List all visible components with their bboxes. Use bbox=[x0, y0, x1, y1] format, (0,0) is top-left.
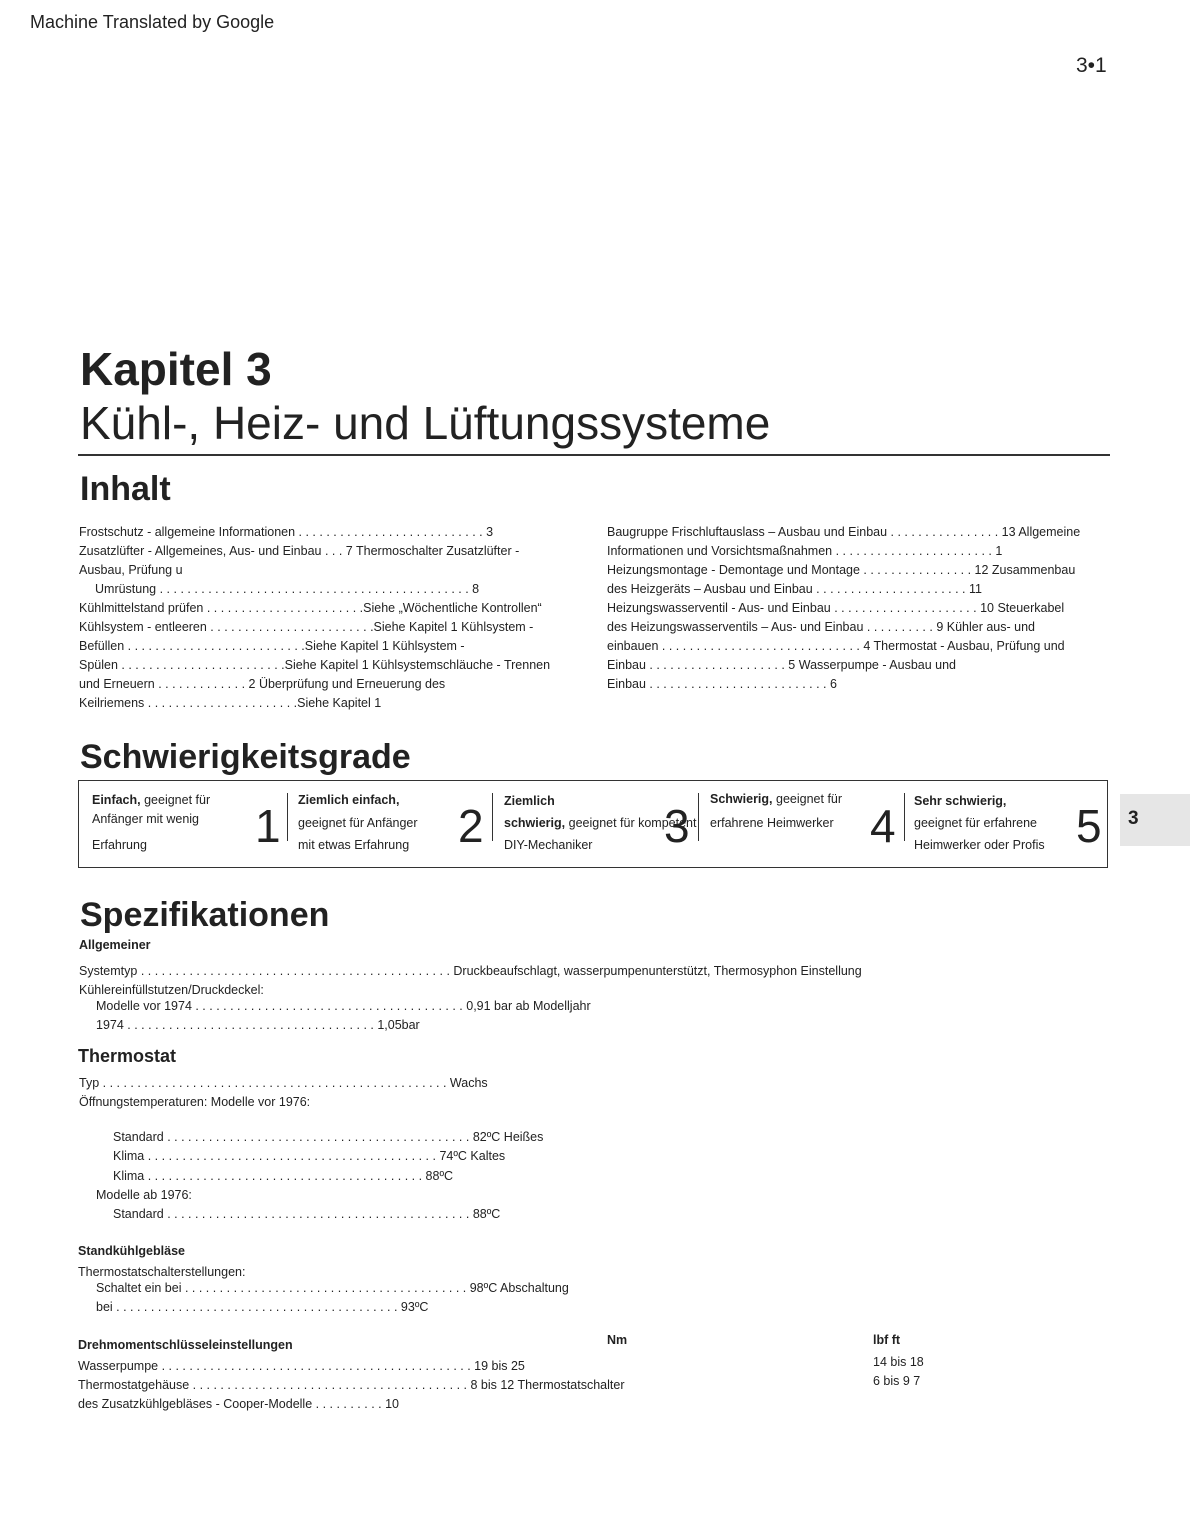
machine-translation-banner: Machine Translated by Google bbox=[30, 12, 275, 32]
toc-line: Spülen . . . . . . . . . . . . . . . . . . . . . . . .Siehe Kapitel 1 Kühlsystemschläuche - Trennen bbox=[79, 658, 551, 672]
toc-line: und Erneuern . . . . . . . . . . . . . 2 Überprüfung und Erneuerung des bbox=[79, 677, 446, 691]
grade-separator bbox=[698, 793, 699, 841]
spec-line: Systemtyp . . . . . . . . . . . . . . . . . . . . . . . . . . . . . . . . . . . . . . . . . . . . . Druckbeaufschlagt, wasserpumpenunterstützt, Thermosyphon Einstellung bbox=[79, 964, 862, 978]
chapter-tab-label: 3 bbox=[1128, 808, 1139, 829]
spec-line: Wasserpumpe . . . . . . . . . . . . . . . . . . . . . . . . . . . . . . . . . . . . . . . . . . . . . 19 bis 25 bbox=[78, 1359, 525, 1373]
grade-3-line-3: DIY-Mechaniker bbox=[504, 838, 593, 852]
grade-2-line-2: geeignet für Anfänger bbox=[298, 816, 418, 830]
toc-line: Frostschutz - allgemeine Informationen . . . . . . . . . . . . . . . . . . . . . . . . . . . 3 bbox=[79, 525, 494, 539]
contents-right-column bbox=[607, 523, 1080, 694]
toc-line: Keilriemens . . . . . . . . . . . . . . . . . . . . . .Siehe Kapitel 1 bbox=[79, 696, 382, 710]
toc-line: Baugruppe Frischluftauslass – Ausbau und Einbau . . . . . . . . . . . . . . . . 13 Allgemeine bbox=[607, 525, 1081, 539]
grade-3-line-1: Ziemlich bbox=[504, 794, 555, 808]
fan-heading: Standkühlgebläse bbox=[78, 1244, 185, 1258]
spec-line: Typ . . . . . . . . . . . . . . . . . . . . . . . . . . . . . . . . . . . . . . . . . . . . . . . . . . Wachs bbox=[79, 1076, 488, 1090]
grade-2-number: 2 bbox=[458, 800, 484, 852]
thermostat-heading: Thermostat bbox=[78, 1046, 177, 1066]
grade-1-line-1: Einfach, geeignet für bbox=[92, 793, 211, 807]
spec-line: bei . . . . . . . . . . . . . . . . . . . . . . . . . . . . . . . . . . . . . . . . . 93ºC bbox=[96, 1300, 429, 1314]
grade-separator bbox=[492, 793, 493, 841]
difficulty-grades-box bbox=[78, 780, 1108, 868]
grade-5-line-3: Heimwerker oder Profis bbox=[914, 838, 1045, 852]
spec-line: Kühlereinfüllstutzen/Druckdeckel: bbox=[79, 983, 264, 997]
grade-4-line-2: erfahrene Heimwerker bbox=[710, 816, 834, 830]
grade-3-line-2: schwierig, geeignet für kompetent bbox=[504, 816, 697, 830]
grade-5-line-1: Sehr schwierig, bbox=[914, 794, 1007, 808]
chapter-title: Kapitel 3 bbox=[80, 343, 272, 395]
spec-line: Klima . . . . . . . . . . . . . . . . . . . . . . . . . . . . . . . . . . . . . . . . 88ºC bbox=[113, 1169, 454, 1183]
toc-line: Zusatzlüfter - Allgemeines, Aus- und Einbau . . . 7 Thermoschalter Zusatzlüfter - bbox=[79, 544, 520, 558]
grade-1-line-3: Erfahrung bbox=[92, 838, 147, 852]
spec-line: Schaltet ein bei . . . . . . . . . . . . . . . . . . . . . . . . . . . . . . . . . . . . . . . . . 98ºC Abschaltung bbox=[96, 1281, 569, 1295]
spec-line: Öffnungstemperaturen: Modelle vor 1976: bbox=[79, 1095, 311, 1109]
grade-5-number: 5 bbox=[1076, 800, 1102, 852]
grade-4-number: 4 bbox=[870, 800, 896, 852]
toc-line: des Heizungswasserventils – Aus- und Einbau . . . . . . . . . . 9 Kühler aus- und bbox=[607, 620, 1036, 634]
toc-line: Umrüstung . . . . . . . . . . . . . . . . . . . . . . . . . . . . . . . . . . . . . . . . . . . . . 8 bbox=[95, 582, 480, 596]
toc-line: einbauen . . . . . . . . . . . . . . . . . . . . . . . . . . . . . 4 Thermostat - Ausbau, Prüfung und bbox=[607, 639, 1065, 653]
spec-line: Standard . . . . . . . . . . . . . . . . . . . . . . . . . . . . . . . . . . . . . . . . . . . . 88ºC bbox=[113, 1207, 501, 1221]
spec-line: 1974 . . . . . . . . . . . . . . . . . . . . . . . . . . . . . . . . . . . . 1,05bar bbox=[96, 1018, 420, 1032]
spec-line: Standard . . . . . . . . . . . . . . . . . . . . . . . . . . . . . . . . . . . . . . . . . . . . 82ºC Heißes bbox=[113, 1130, 544, 1144]
grade-3-number: 3 bbox=[664, 800, 690, 852]
chapter-tab bbox=[1120, 794, 1190, 846]
page-number: 3•1 bbox=[1076, 54, 1107, 77]
grade-separator bbox=[287, 793, 288, 841]
specifications-heading: Spezifikationen bbox=[80, 896, 330, 934]
spec-line: Thermostatschalterstellungen: bbox=[78, 1265, 246, 1279]
grade-1-line-2: Anfänger mit wenig bbox=[92, 812, 200, 826]
toc-line: Informationen und Vorsichtsmaßnahmen . . . . . . . . . . . . . . . . . . . . . . . 1 bbox=[607, 544, 1003, 558]
spec-line: Modelle vor 1974 . . . . . . . . . . . . . . . . . . . . . . . . . . . . . . . . . . . . . . . 0,91 bar ab Modelljahr bbox=[96, 999, 591, 1013]
grade-2-line-3: mit etwas Erfahrung bbox=[298, 838, 410, 852]
general-heading: Allgemeiner bbox=[79, 938, 151, 952]
chapter-subtitle: Kühl-, Heiz- und Lüftungssysteme bbox=[80, 397, 771, 449]
spec-line: Modelle ab 1976: bbox=[96, 1188, 192, 1202]
toc-line: Heizungswasserventil - Aus- und Einbau . . . . . . . . . . . . . . . . . . . . . 10 Steuerkabel bbox=[607, 601, 1065, 615]
difficulty-heading: Schwierigkeitsgrade bbox=[80, 738, 411, 776]
spec-line: Klima . . . . . . . . . . . . . . . . . . . . . . . . . . . . . . . . . . . . . . . . . . 74ºC Kaltes bbox=[113, 1149, 506, 1163]
toc-line: Ausbau, Prüfung u bbox=[79, 563, 183, 577]
torque-lbf-value: 14 bis 18 bbox=[873, 1355, 924, 1369]
torque-col-lbf: lbf ft bbox=[873, 1333, 901, 1347]
toc-line: Einbau . . . . . . . . . . . . . . . . . . . . 5 Wasserpumpe - Ausbau und bbox=[607, 658, 956, 672]
toc-line: Kühlmittelstand prüfen . . . . . . . . . . . . . . . . . . . . . . .Siehe „Wöchentliche Kontrollen“ bbox=[79, 601, 542, 615]
title-rule bbox=[78, 454, 1110, 456]
toc-line: Einbau . . . . . . . . . . . . . . . . . . . . . . . . . . 6 bbox=[607, 677, 837, 691]
toc-line: Befüllen . . . . . . . . . . . . . . . . . . . . . . . . . .Siehe Kapitel 1 Kühlsystem - bbox=[79, 639, 465, 653]
grade-5-line-2: geeignet für erfahrene bbox=[914, 816, 1038, 830]
contents-heading: Inhalt bbox=[80, 470, 171, 508]
torque-col-nm: Nm bbox=[607, 1333, 628, 1347]
contents-left-column bbox=[79, 523, 550, 713]
toc-line: des Heizgeräts – Ausbau und Einbau . . . . . . . . . . . . . . . . . . . . . . 11 bbox=[607, 582, 982, 596]
grade-2-line-1: Ziemlich einfach, bbox=[298, 793, 400, 807]
spec-line: Thermostatgehäuse . . . . . . . . . . . . . . . . . . . . . . . . . . . . . . . . . . . . . . . . 8 bis 12 Thermostatschalter bbox=[78, 1378, 625, 1392]
grade-4-line-1: Schwierig, geeignet für bbox=[710, 792, 843, 806]
grade-separator bbox=[904, 793, 905, 841]
torque-lbf-value: 6 bis 9 7 bbox=[873, 1374, 921, 1388]
spec-line: des Zusatzkühlgebläses - Cooper-Modelle . . . . . . . . . . 10 bbox=[78, 1397, 399, 1411]
toc-line: Kühlsystem - entleeren . . . . . . . . . . . . . . . . . . . . . . . .Siehe Kapitel 1 Kühlsystem - bbox=[79, 620, 534, 634]
toc-line: Heizungsmontage - Demontage und Montage . . . . . . . . . . . . . . . . 12 Zusammenbau bbox=[607, 563, 1076, 577]
grade-1-number: 1 bbox=[255, 800, 281, 852]
torque-heading: Drehmomentschlüsseleinstellungen bbox=[78, 1338, 293, 1352]
